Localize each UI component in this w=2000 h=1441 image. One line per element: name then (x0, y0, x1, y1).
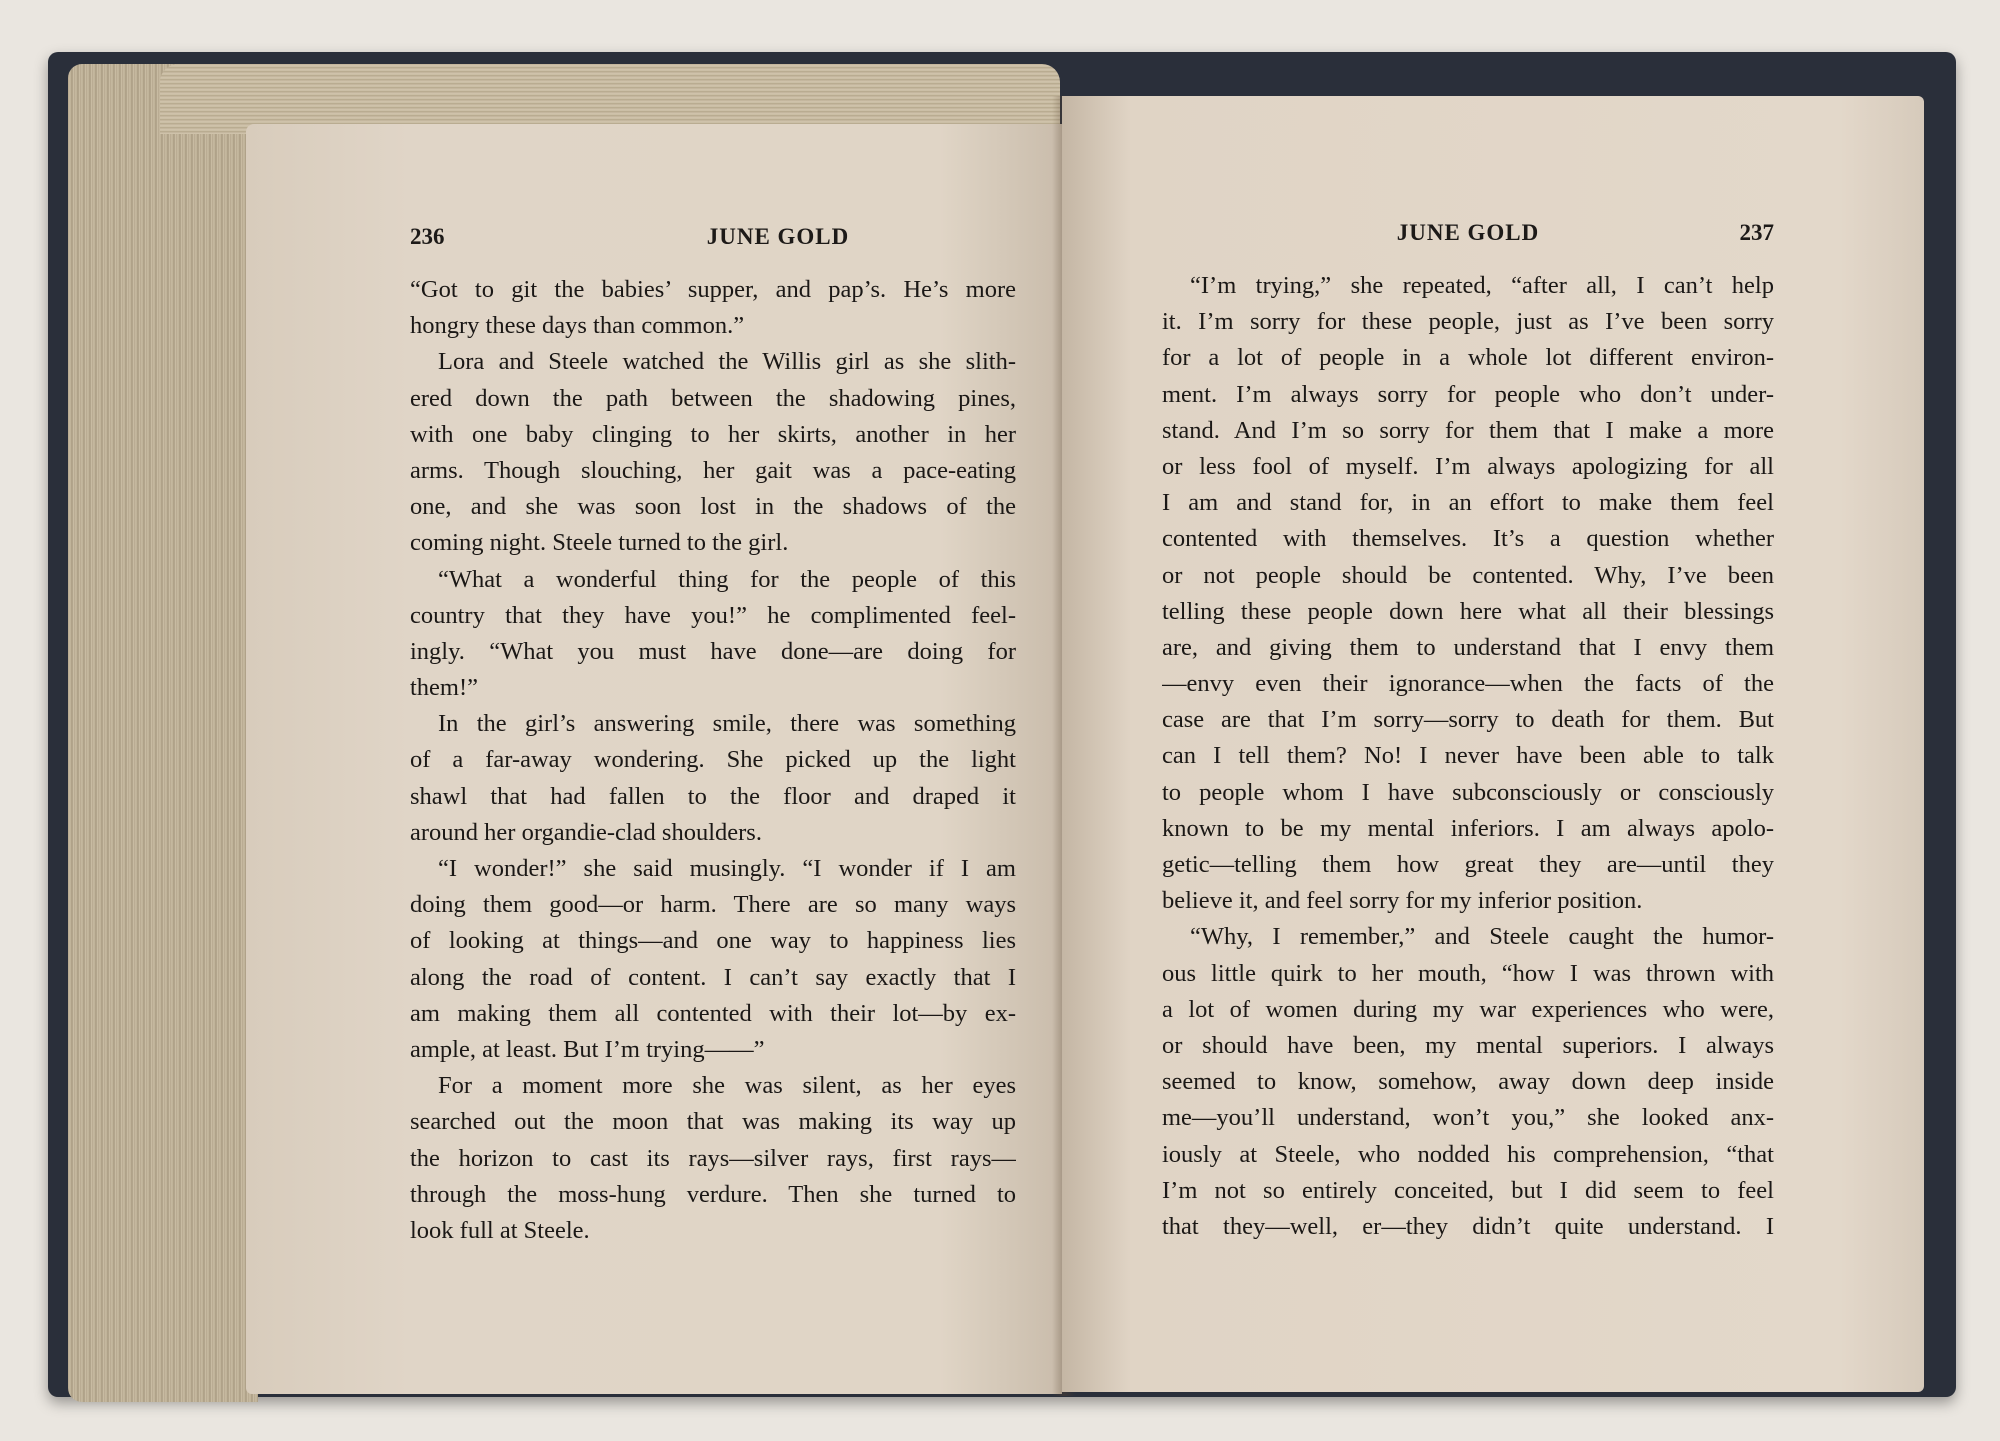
text-line: coming night. Steele turned to the girl. (410, 529, 789, 557)
text-line: of looking at things—and one way to happiness lies (410, 927, 1016, 955)
text-line: or should have been, my mental superiors. I always (1162, 1031, 1774, 1059)
text-line: me—you’ll understand, won’t you,” she looked anx- (1162, 1104, 1774, 1132)
text-line: them!” (410, 674, 479, 702)
text-line: telling these people down here what all their blessings (1162, 597, 1774, 625)
text-line: —envy even their ignorance—when the facts of the (1162, 670, 1774, 698)
text-line: known to be my mental inferiors. I am always apolo- (1162, 814, 1774, 842)
right-running-head: JUNE GOLD (1396, 220, 1540, 245)
text-line: I’m not so entirely conceited, but I did seem to feel (1162, 1176, 1774, 1204)
text-line: am making them all contented with their lot—by ex- (410, 999, 1016, 1027)
right-page-header (1162, 220, 1774, 260)
text-line: arms. Though slouching, her gait was a pace-eating (410, 456, 1016, 484)
text-line: the horizon to cast its rays—silver rays, first rays— (410, 1144, 1016, 1172)
text-line: In the girl’s answering smile, there was something (438, 710, 1016, 738)
text-line: that they—well, er—they didn’t quite understand. I (1162, 1212, 1774, 1240)
left-page (246, 124, 1062, 1394)
text-line: case are that I’m sorry—sorry to death for them. But (1162, 706, 1774, 734)
text-line: For a moment more she was silent, as her eyes (438, 1072, 1016, 1100)
text-line: believe it, and feel sorry for my inferior position. (1162, 887, 1643, 915)
text-line: shawl that had fallen to the floor and draped it (410, 782, 1016, 810)
text-line: along the road of content. I can’t say exactly that I (410, 963, 1016, 991)
text-line: “I wonder!” she said musingly. “I wonder if I am (438, 855, 1016, 882)
text-line: to people whom I have subconsciously or consciously (1162, 778, 1774, 806)
text-line: seemed to know, somehow, away down deep inside (1162, 1068, 1774, 1096)
text-line: searched out the moon that was making its way up (410, 1108, 1016, 1136)
text-line: or less fool of myself. I’m always apologizing for all (1162, 452, 1774, 480)
text-line: look full at Steele. (410, 1216, 590, 1244)
text-line: Lora and Steele watched the Willis girl as she slith- (438, 348, 1016, 376)
text-line: can I tell them? No! I never have been able to talk (1162, 742, 1774, 770)
text-line: ingly. “What you must have done—are doing for (410, 637, 1016, 665)
text-line: “What a wonderful thing for the people of this (438, 565, 1016, 593)
left-page-number: 236 (410, 224, 445, 249)
right-page (1062, 96, 1924, 1392)
text-line: with one baby clinging to her skirts, another in her (410, 420, 1016, 448)
text-line: “Got to git the babies’ supper, and pap’s. He’s more (410, 276, 1016, 303)
left-page-text (410, 272, 1016, 1249)
text-line: around her organdie-clad shoulders. (410, 818, 762, 846)
right-page-number: 237 (1739, 220, 1774, 245)
left-running-head: JUNE GOLD (706, 224, 850, 249)
text-line: country that they have you!” he complimented feel- (410, 601, 1016, 629)
text-line: iously at Steele, who nodded his comprehension, “that (1162, 1140, 1774, 1168)
text-line: getic—telling them how great they are—until they (1162, 851, 1774, 878)
text-line: of a far-away wondering. She picked up the light (410, 746, 1016, 774)
text-line: are, and giving them to understand that I envy them (1162, 633, 1774, 661)
text-line: “I’m trying,” she repeated, “after all, I can’t help (1190, 272, 1774, 299)
text-line: “Why, I remember,” and Steele caught the humor- (1190, 923, 1774, 951)
right-page-text (1162, 268, 1774, 1245)
text-line: hongry these days than common.” (410, 312, 745, 340)
text-line: one, and she was soon lost in the shadows of the (410, 493, 1016, 521)
text-line: through the moss-hung verdure. Then she turned to (410, 1180, 1016, 1208)
text-line: contented with themselves. It’s a question whether (1162, 525, 1774, 553)
text-line: or not people should be contented. Why, I’ve been (1162, 561, 1774, 589)
text-line: stand. And I’m so sorry for them that I make a more (1162, 416, 1774, 444)
text-line: ment. I’m always sorry for people who don’t under- (1162, 380, 1774, 408)
text-line: ous little quirk to her mouth, “how I was thrown with (1162, 959, 1774, 987)
text-line: it. I’m sorry for these people, just as I’ve been sorry (1162, 308, 1774, 336)
text-line: ample, at least. But I’m trying——” (410, 1035, 765, 1063)
text-line: ered down the path between the shadowing pines, (410, 384, 1016, 412)
text-line: doing them good—or harm. There are so many ways (410, 891, 1016, 919)
text-line: I am and stand for, in an effort to make them feel (1162, 489, 1774, 517)
page-edges (68, 64, 258, 1402)
text-line: a lot of women during my war experiences who were, (1162, 995, 1774, 1023)
text-line: for a lot of people in a whole lot different environ- (1162, 344, 1774, 372)
